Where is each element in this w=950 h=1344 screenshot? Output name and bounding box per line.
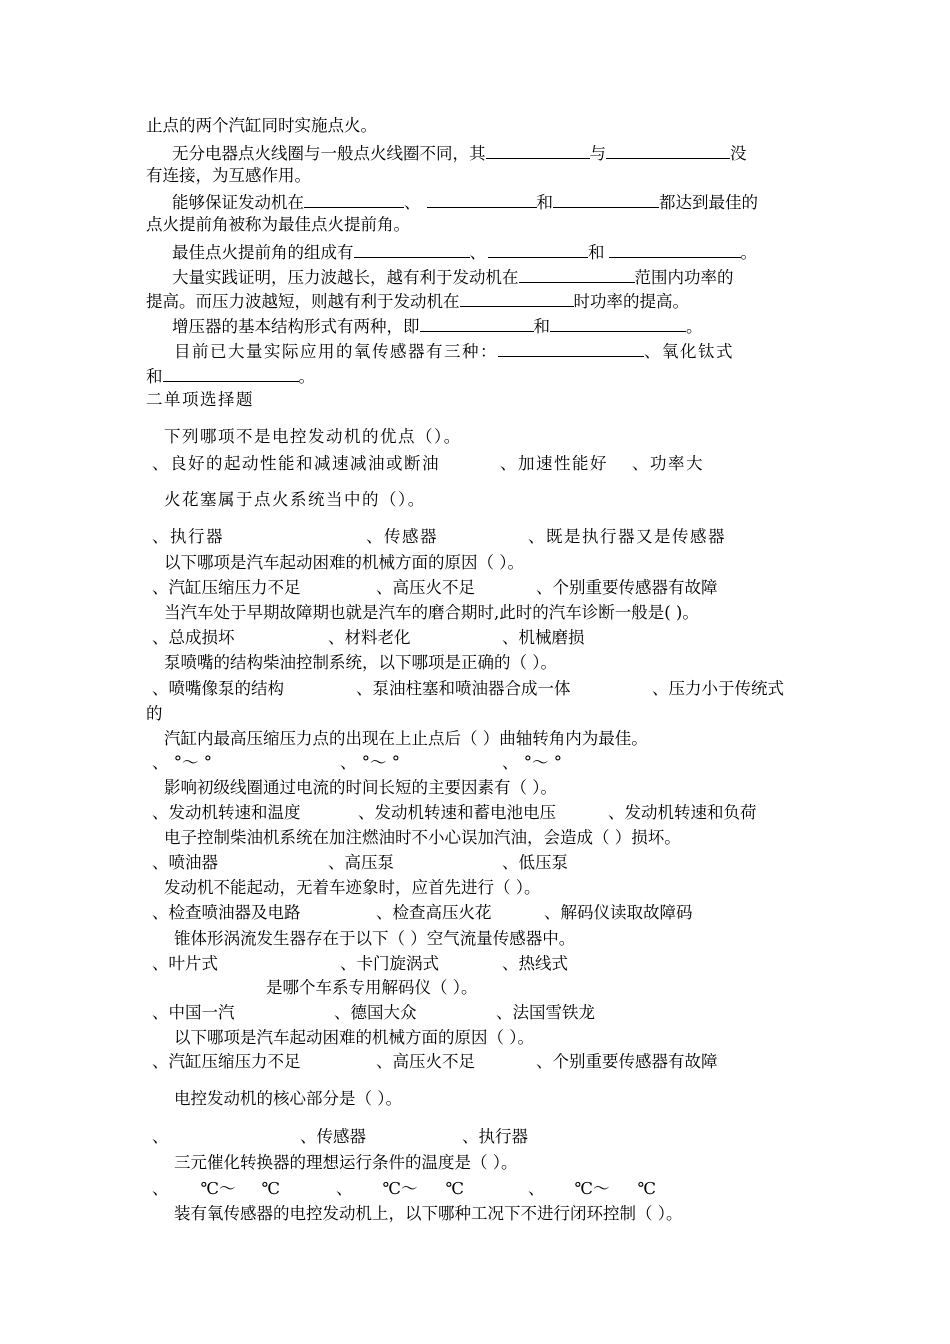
mc-q6-option-a[interactable]: 、 °～ °	[152, 753, 212, 772]
mc-q7-option-c[interactable]: 、发动机转速和负荷	[608, 803, 757, 822]
fill-in-q6-line: 目前已大量实际应用的氧传感器有三种： 、氧化钛式	[174, 342, 734, 361]
fill-in-q2-line: 能够保证发动机在 、 和 都达到最佳的	[172, 193, 758, 212]
answer-blank[interactable]	[304, 191, 404, 208]
answer-blank[interactable]	[427, 191, 537, 208]
mc-q11-option-a[interactable]: 、中国一汽	[152, 1003, 235, 1022]
mc-q2-option-c[interactable]: 、既是执行器又是传感器	[528, 527, 726, 546]
answer-blank[interactable]	[553, 191, 659, 208]
mc-q1-option-c[interactable]: 、功率大	[632, 454, 704, 473]
mc-q10-option-c[interactable]: 、热线式	[502, 954, 568, 973]
answer-blank[interactable]	[354, 241, 470, 258]
mc-q8-option-a[interactable]: 、喷油器	[152, 853, 218, 872]
mc-q15-stem: 装有氧传感器的电控发动机上，以下哪种工况下不进行闭环控制（ ）。	[174, 1204, 683, 1223]
mc-q6-option-c[interactable]: 、 °～ °	[502, 753, 562, 772]
answer-blank[interactable]	[460, 290, 574, 307]
mc-q12-stem: 以下哪项是汽车起动困难的机械方面的原因（ ）。	[174, 1028, 534, 1047]
mc-q10-option-b[interactable]: 、卡门旋涡式	[340, 954, 439, 973]
mc-q4-stem: 当汽车处于早期故障期也就是汽车的磨合期时,此时的汽车诊断一般是( )。	[164, 603, 699, 622]
answer-blank[interactable]	[609, 241, 741, 258]
fill-in-q3-line: 最佳点火提前角的组成有 、 和 。	[172, 243, 757, 262]
mc-q7-option-b[interactable]: 、发动机转速和蓄电池电压	[358, 803, 556, 822]
mc-q14-stem: 三元催化转换器的理想运行条件的温度是（ ）。	[174, 1153, 518, 1172]
answer-blank[interactable]	[519, 266, 635, 283]
mc-q1-stem: 下列哪项不是电控发动机的优点（）。	[164, 427, 462, 446]
answer-blank[interactable]	[550, 315, 686, 332]
fill-in-q4-line: 大量实践证明，压力波越长，越有利于发动机在 范围内功率的	[172, 268, 734, 287]
fill-in-q2-cont: 点火提前角被称为最佳点火提前角。	[146, 215, 410, 234]
mc-q13-option-b[interactable]: 、传感器	[300, 1127, 366, 1146]
mc-q8-option-c[interactable]: 、低压泵	[502, 853, 568, 872]
mc-q4-option-c[interactable]: 、机械磨损	[502, 628, 585, 647]
mc-q9-option-c[interactable]: 、解码仪读取故障码	[544, 903, 693, 922]
mc-q11-option-c[interactable]: 、法国雪铁龙	[496, 1003, 595, 1022]
mc-q9-option-b[interactable]: 、检查高压火花	[376, 903, 492, 922]
mc-q7-stem: 影响初级线圈通过电流的时间长短的主要因素有（ ）。	[164, 778, 557, 797]
mc-q1-option-a[interactable]: 、良好的起动性能和减速减油或断油	[152, 454, 440, 473]
mc-q10-option-a[interactable]: 、叶片式	[152, 954, 218, 973]
mc-q3-option-a[interactable]: 、汽缸压缩压力不足	[152, 578, 301, 597]
mc-q9-option-a[interactable]: 、检查喷油器及电路	[152, 903, 301, 922]
mc-q4-option-a[interactable]: 、总成损坏	[152, 628, 235, 647]
mc-q4-option-b[interactable]: 、材料老化	[328, 628, 411, 647]
mc-q14-option-a[interactable]: 、 ℃～ ℃	[152, 1179, 280, 1198]
mc-q13-option-a[interactable]: 、	[152, 1127, 169, 1146]
mc-q9-stem: 发动机不能起动，无着车迹象时，应首先进行（ ）。	[164, 878, 541, 897]
fill-in-q5-line: 增压器的基本结构形式有两种，即 和 。	[172, 317, 703, 336]
answer-blank[interactable]	[488, 241, 588, 258]
mc-q3-stem: 以下哪项是汽车起动困难的机械方面的原因（ ）。	[164, 553, 524, 572]
mc-q5-stem: 泵喷嘴的结构柴油控制系统，以下哪项是正确的（ ）。	[164, 653, 557, 672]
mc-q14-option-c[interactable]: 、 ℃～ ℃	[528, 1179, 656, 1198]
mc-q13-option-c[interactable]: 、执行器	[462, 1127, 528, 1146]
mc-q2-option-a[interactable]: 、执行器	[152, 527, 224, 546]
mc-q6-option-b[interactable]: 、 °～ °	[340, 753, 400, 772]
answer-blank[interactable]	[486, 142, 590, 159]
mc-q3-option-c[interactable]: 、个别重要传感器有故障	[536, 578, 718, 597]
mc-q14-option-b[interactable]: 、 ℃～ ℃	[336, 1179, 464, 1198]
mc-q2-option-b[interactable]: 、传感器	[366, 527, 438, 546]
mc-q1-option-b[interactable]: 、加速性能好	[500, 454, 608, 473]
answer-blank[interactable]	[420, 315, 534, 332]
mc-q5-option-c[interactable]: 、压力小于传统式	[652, 679, 784, 698]
answer-blank[interactable]	[498, 340, 644, 357]
mc-q2-stem: 火花塞属于点火系统当中的（）。	[164, 490, 426, 509]
mc-q7-option-a[interactable]: 、发动机转速和温度	[152, 803, 301, 822]
section-title: 二单项选择题	[146, 390, 254, 409]
fill-in-q4-cont: 提高。而压力波越短，则越有利于发动机在 时功率的提高。	[146, 292, 689, 311]
mc-q12-option-c[interactable]: 、个别重要传感器有故障	[536, 1052, 718, 1071]
fill-in-q1-cont: 有连接，为互感作用。	[146, 166, 311, 185]
mc-q11-stem: 是哪个车系专用解码仪（ ）。	[266, 978, 478, 997]
mc-q5-option-a[interactable]: 、喷嘴像泵的结构	[152, 679, 284, 698]
mc-q12-option-a[interactable]: 、汽缸压缩压力不足	[152, 1052, 301, 1071]
answer-blank[interactable]	[606, 142, 730, 159]
mc-q8-option-b[interactable]: 、高压泵	[328, 853, 394, 872]
mc-q6-stem: 汽缸内最高压缩压力点的出现在上止点后（ ）曲轴转角内为最佳。	[164, 729, 648, 748]
answer-blank[interactable]	[163, 365, 299, 382]
mc-q11-option-b[interactable]: 、德国大众	[334, 1003, 417, 1022]
mc-q3-option-b[interactable]: 、高压火不足	[376, 578, 475, 597]
mc-q12-option-b[interactable]: 、高压火不足	[376, 1052, 475, 1071]
fill-in-line-1: 止点的两个汽缸同时实施点火。	[146, 116, 377, 135]
mc-q5-option-c-cont: 的	[146, 704, 163, 723]
fill-in-q1-line: 无分电器点火线圈与一般点火线圈不同，其 与 没	[172, 144, 747, 163]
mc-q10-stem: 锥体形涡流发生器存在于以下（ ）空气流量传感器中。	[174, 929, 576, 948]
mc-q8-stem: 电子控制柴油机系统在加注燃油时不小心误加汽油，会造成（ ）损坏。	[164, 828, 681, 847]
mc-q5-option-b[interactable]: 、泵油柱塞和喷油器合成一体	[356, 679, 571, 698]
mc-q13-stem: 电控发动机的核心部分是（ ）。	[174, 1089, 402, 1108]
fill-in-q6-cont: 和 。	[146, 367, 315, 386]
